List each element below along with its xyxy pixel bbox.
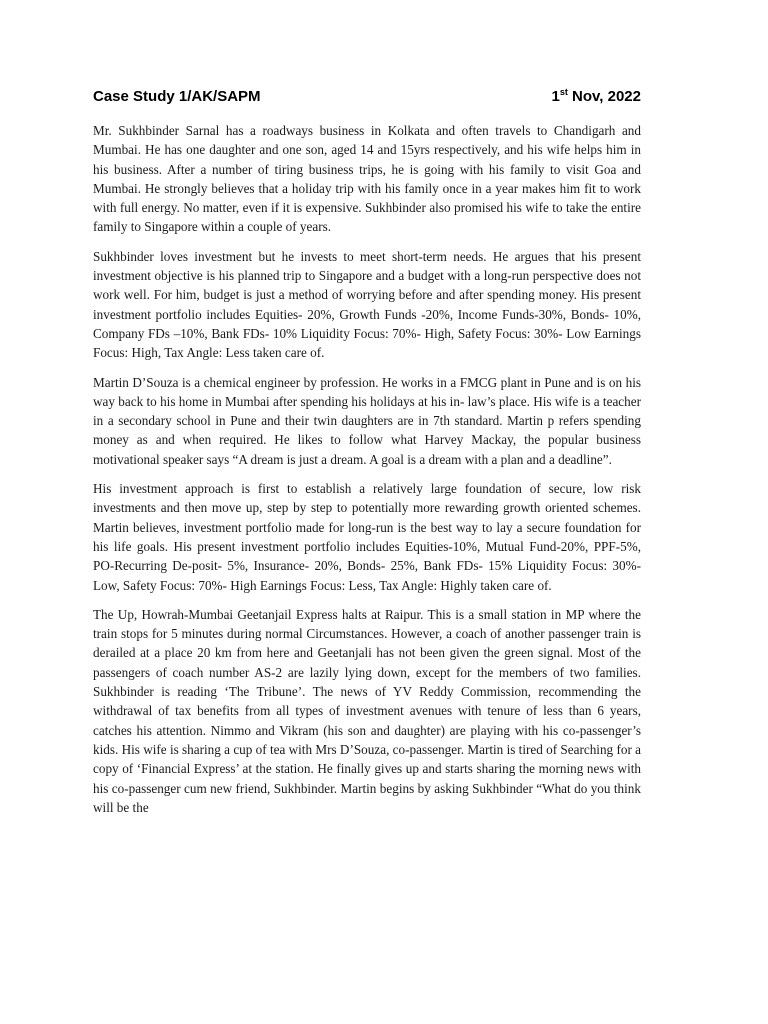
paragraph-2: Sukhbinder loves investment but he invests to meet short-term needs. He argues that his present investment objective is his planned trip to Singapore and a budget with a long-run perspective does not work well. For him, budget is just a method of worrying before and after spending money. His present investment portfolio includes Equities- 20%, Growth Funds -20%, Income Funds-30%, Bonds- 10%, Company FDs –10%, Bank FDs- 10% Liquidity Focus: 70%- High, Safety Focus: 30%- Low Earnings Focus: High, Tax Angle: Less taken care of. (93, 248, 641, 361)
paragraph-3: Martin D’Souza is a chemical engineer by profession. He works in a FMCG plant in Pune and is on his way back to his home in Mumbai after spending his holidays at his in- law’s place. His wife is a teacher in a secondary school in Pune and their twin daughters are in 7th standard. Martin p refers spending money as and when required. He likes to follow what Harvey Mackay, the popular business motivational speaker says “A dream is just a dream. A goal is a dream with a plan and a deadline”. (93, 374, 641, 467)
document-date: 1st Nov, 2022 (551, 87, 641, 105)
document-header (93, 88, 641, 105)
paragraph-4: His investment approach is first to establish a relatively large foundation of secure, low risk investments and then move up, step by step to potentially more rewarding growth oriented schemes. Martin believes, investment portfolio made for long-run is the best way to lay a secure foundation for his life goals. His present investment portfolio includes Equities-10%, Mutual Fund-20%, PPF-5%, PO-Recurring De-posit- 5%, Insurance- 20%, Bonds- 25%, Bank FDs- 15% Liquidity Focus: 30%- Low, Safety Focus: 70%- High Earnings Focus: Less, Tax Angle: Highly taken care of. (93, 481, 641, 593)
paragraph-1: Mr. Sukhbinder Sarnal has a roadways business in Kolkata and often travels to Chandigarh and Mumbai. He has one daughter and one son, aged 14 and 15yrs respectively, and his wife helps him in his business. After a number of tiring business trips, he is going with his family to visit Goa and Mumbai. He strongly believes that a holiday trip with his family once in a year makes him fit to work with full energy. No matter, even if it is expensive. Sukhbinder also promised his wife to take the entire family to Singapore within a couple of years. (93, 123, 641, 235)
paragraph-5: The Up, Howrah-Mumbai Geetanjail Express halts at Raipur. This is a small station in MP where the train stops for 5 minutes during normal Circumstances. However, a coach of another passenger train is derailed at a place 20 km from here and Geetanjali has not been given the green signal. Most of the passengers of coach number AS-2 are lazily lying down, except for the members of two families. Sukhbinder is reading ‘The Tribune’. The news of YV Reddy Commission, recommending the withdrawal of tax benefits from all types of investment avenues with tenure of less than 6 years, catches his attention. Nimmo and Vikram (his son and daughter) are playing with his co-passenger’s kids. His wife is sharing a cup of tea with Mrs D’Souza, co-passenger. Martin is tired of Searching for a copy of ‘Financial Express’ at the station. He finally gives up and starts sharing the morning news with his co-passenger cum new friend, Sukhbinder. Martin begins by asking Sukhbinder “What do you think will be the (93, 606, 641, 815)
case-study-title: Case Study 1/AK/SAPM (93, 88, 261, 105)
